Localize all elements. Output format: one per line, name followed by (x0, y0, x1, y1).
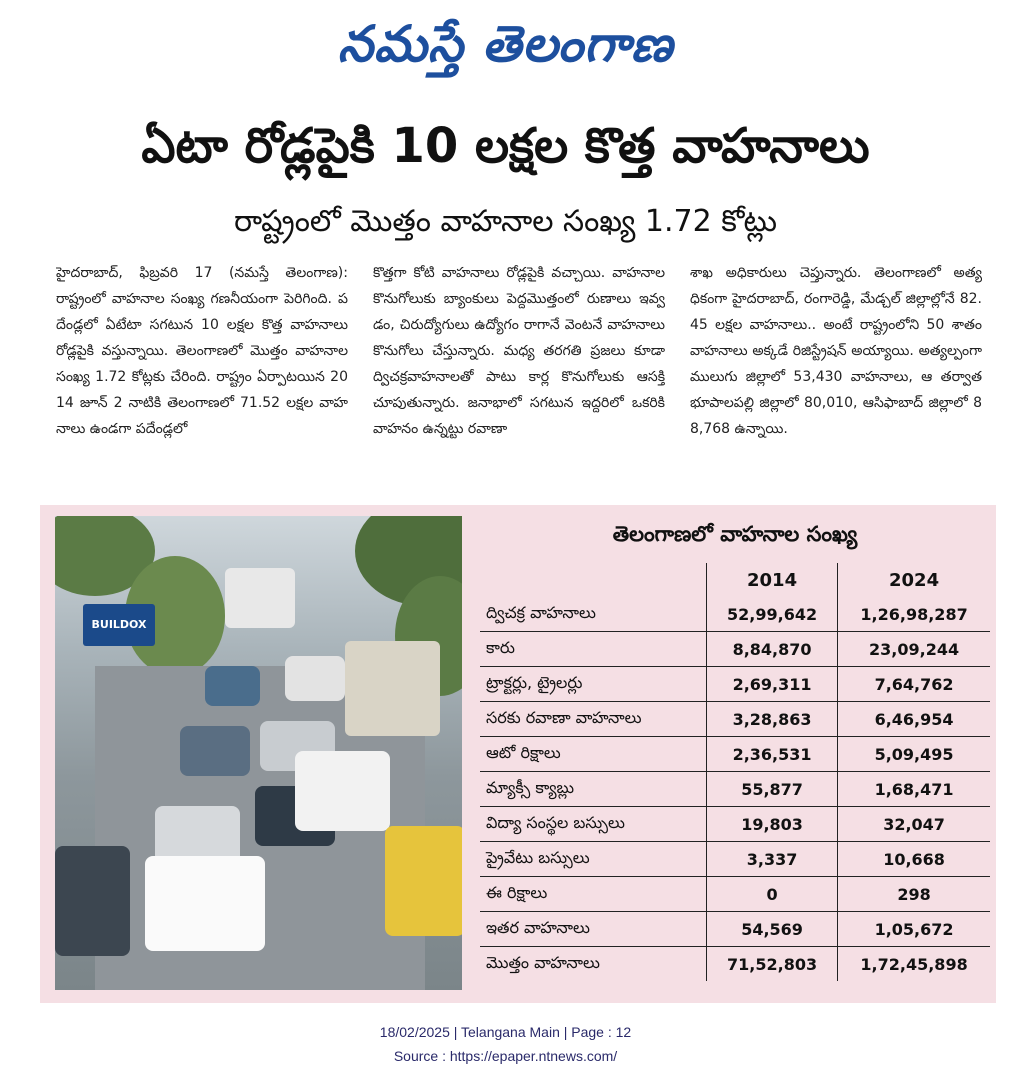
value-2024: 6,46,954 (838, 702, 990, 737)
table-title: తెలంగాణలో వాహనాల సంఖ్య (612, 522, 858, 546)
value-2024: 7,64,762 (838, 667, 990, 702)
row-label: ట్రాక్టర్లు, ట్రైలర్లు (480, 667, 707, 702)
value-2024: 32,047 (838, 807, 990, 842)
article-column-3: శాఖ అధికారులు చెప్తున్నారు. తెలంగాణలో అత్యధికంగా హైదరాబాద్, రంగారెడ్డి, మేడ్చల్ జిల్లాల్లోనే 82.45 లక్షల వాహనాలు.. అంటే రాష్ట్రంలోని 50 శాతం వాహనాలు అక్కడే రిజిస్ట్రేషన్ అయ్యాయి. అత్యల్పంగా ములుగు జిల్లాలో 53,430 వాహనాలు, ఆ తర్వాత భూపాలపల్లి జిల్లాలో 80,010, ఆసిఫాబాద్ జిల్లాలో 88,768 ఉన్నాయి. (690, 265, 982, 437)
row-label: మ్యాక్సీ క్యాబ్లు (480, 772, 707, 807)
value-2014: 52,99,642 (707, 597, 838, 632)
source-link[interactable]: Source : https://epaper.ntnews.com/ (393, 1048, 618, 1064)
newspaper-masthead: నమస్తే తెలంగాణ (337, 14, 674, 73)
article-headline: ఏటా రోడ్లపైకి 10 లక్షల కొత్త వాహనాలు (141, 118, 870, 174)
article-column-1: హైదరాబాద్, ఫిబ్రవరి 17 (నమస్తే తెలంగాణ): రాష్ట్రంలో వాహనాల సంఖ్య గణనీయంగా పెరిగింది. పదేండ్లలో ఏటేటా సగటున 10 లక్షల కొత్త వాహనాలు రోడ్లపైకి వస్తున్నాయి. తెలంగాణలో మొత్తం వాహనాల సంఖ్య 1.72 కోట్లకు చేరింది. రాష్ట్రం ఏర్పాటయిన 2014 జూన్ 2 నాటికి తెలంగాణలో 71.52 లక్షల వాహనాలు ఉండగా పదేండ్లలో (56, 265, 348, 437)
value-2024: 5,09,495 (838, 737, 990, 772)
value-2024: 23,09,244 (838, 632, 990, 667)
value-2024: 1,72,45,898 (838, 947, 990, 982)
article-column-2: కొత్తగా కోటి వాహనాలు రోడ్లపైకి వచ్చాయి. వాహనాల కొనుగోలుకు బ్యాంకులు పెద్దమొత్తంలో రుణాలు ఇవ్వడం, చిరుద్యోగులు ఉద్యోగం రాగానే వెంటనే వాహనాలు కొనుగోలు చేస్తున్నారు. మధ్య తరగతి ప్రజలు కూడా ద్విచక్రవాహనాలతో పాటు కార్ల కొనుగోలుకు ఆసక్తి చూపుతున్నారు. జనాభాలో సగటున ఇద్దరిలో ఒకరికి వాహనం ఉన్నట్టు రవాణా (373, 265, 665, 437)
vehicle-table (480, 563, 990, 981)
billboard-sign: BUILDOX (83, 604, 155, 646)
value-2024: 1,26,98,287 (838, 597, 990, 632)
row-label: ఈ రిక్షాలు (480, 877, 707, 912)
value-2014: 0 (707, 877, 838, 912)
vehicle-count-table (480, 513, 990, 981)
value-2014: 3,337 (707, 842, 838, 877)
table-row (480, 632, 990, 667)
traffic-photo (55, 516, 462, 990)
row-label: ప్రైవేటు బస్సులు (480, 842, 707, 877)
value-2024: 1,05,672 (838, 912, 990, 947)
value-2014: 3,28,863 (707, 702, 838, 737)
table-row (480, 772, 990, 807)
table-row-total (480, 947, 990, 982)
table-row (480, 667, 990, 702)
table-row (480, 597, 990, 632)
page-footer (0, 1020, 1011, 1068)
article-subheadline: రాష్ట్రంలో మొత్తం వాహనాల సంఖ్య 1.72 కోట్లు (233, 204, 778, 239)
row-label: ద్విచక్ర వాహనాలు (486, 602, 596, 622)
value-2014: 8,84,870 (707, 632, 838, 667)
edition-info: 18/02/2025 | Telangana Main | Page : 12 (379, 1024, 632, 1040)
value-2014: 19,803 (707, 807, 838, 842)
row-label: ఆటో రిక్షాలు (480, 737, 707, 772)
value-2024: 10,668 (838, 842, 990, 877)
table-row (480, 877, 990, 912)
row-label: విద్యా సంస్థల బస్సులు (480, 807, 707, 842)
row-label: సరకు రవాణా వాహనాలు (480, 702, 707, 737)
value-2024: 1,68,471 (838, 772, 990, 807)
value-2014: 54,569 (707, 912, 838, 947)
table-row (480, 842, 990, 877)
table-header-row (480, 563, 990, 597)
row-label: మొత్తం వాహనాలు (480, 947, 707, 982)
value-2014: 71,52,803 (707, 947, 838, 982)
infographic-panel (40, 505, 996, 1003)
value-2014: 55,877 (707, 772, 838, 807)
header-2024: 2024 (838, 563, 990, 597)
row-label: కారు (480, 632, 707, 667)
row-label: ఇతర వాహనాలు (480, 912, 707, 947)
value-2024: 298 (838, 877, 990, 912)
value-2014: 2,36,531 (707, 737, 838, 772)
table-row (480, 912, 990, 947)
table-row (480, 737, 990, 772)
article-body (56, 260, 982, 488)
table-row (480, 807, 990, 842)
value-2014: 2,69,311 (707, 667, 838, 702)
header-category (480, 563, 707, 597)
table-row (480, 702, 990, 737)
header-2014: 2014 (707, 563, 838, 597)
